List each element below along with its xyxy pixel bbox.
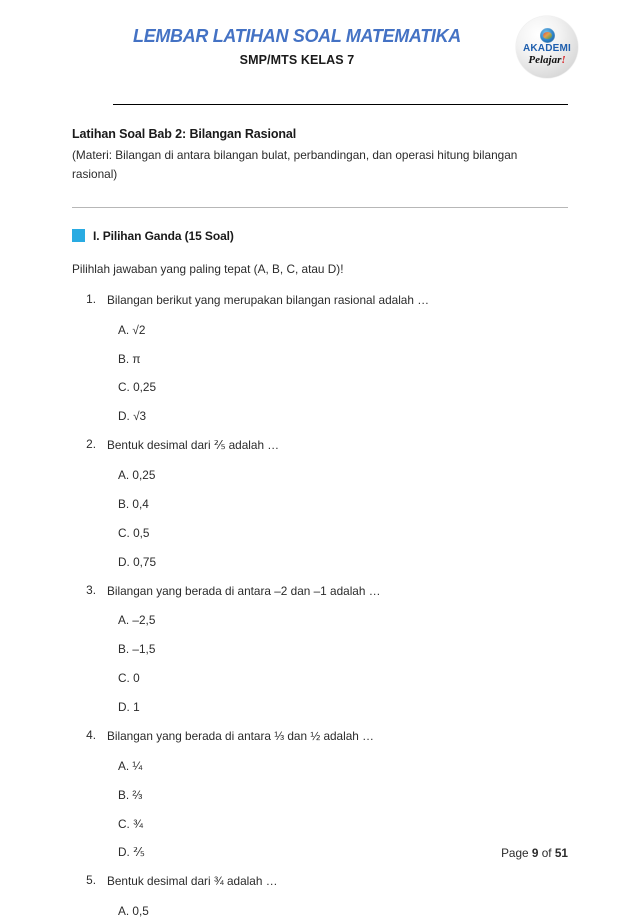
option-list: [72, 468, 568, 571]
part-instruction: Pilihlah jawaban yang paling tepat (A, B, C, atau D)!: [72, 261, 344, 276]
option-c[interactable]: C. 0: [118, 671, 140, 686]
question-number: 4.: [86, 728, 96, 743]
question-number: 3.: [86, 582, 96, 597]
globe-icon: [540, 28, 555, 43]
question-line: [72, 728, 568, 746]
footer-middle: of: [538, 846, 555, 860]
header-divider: [113, 104, 568, 105]
question-number: 2.: [86, 437, 96, 452]
question-text: Bilangan yang berada di antara –2 dan –1 adalah …: [107, 583, 381, 598]
option-a[interactable]: A. 0,25: [118, 467, 156, 482]
footer-prefix: Page: [501, 846, 532, 860]
question-line: [72, 292, 568, 310]
logo-akademi-text: AKADEMI: [522, 42, 572, 54]
question-text: Bentuk desimal dari ¾ adalah …: [107, 874, 278, 889]
option-d[interactable]: D. √3: [118, 409, 147, 424]
logo-pelajar-text: [528, 54, 565, 66]
option-d[interactable]: D. ⅖: [118, 845, 145, 860]
option-c[interactable]: C. 0,5: [118, 525, 150, 540]
part-heading: [72, 229, 568, 243]
option-a[interactable]: A. 0,5: [118, 904, 149, 919]
question-item: [72, 292, 568, 425]
question-line: [72, 583, 568, 601]
worksheet-heading: Latihan Soal Bab 2: Bilangan Rasional: [72, 127, 297, 141]
header-title-block: [72, 26, 568, 67]
question-number: 5.: [86, 873, 96, 888]
question-line: [72, 437, 568, 455]
question-text: Bilangan yang berada di antara ⅓ dan ½ adalah …: [107, 729, 374, 744]
document-title: LEMBAR LATIHAN SOAL MATEMATIKA: [133, 25, 461, 46]
page-header: [0, 0, 640, 92]
question-line: [72, 873, 568, 891]
footer-current-page: 9: [531, 846, 539, 860]
question-text: Bentuk desimal dari ⅖ adalah …: [107, 438, 280, 453]
option-list: [72, 904, 568, 920]
option-list: [72, 613, 568, 716]
akademi-pelajar-logo: [516, 16, 578, 78]
option-d[interactable]: D. 1: [118, 700, 140, 715]
option-b[interactable]: B. –1,5: [118, 642, 156, 657]
logo-exclamation: !: [561, 54, 566, 67]
option-c[interactable]: C. 0,25: [118, 380, 157, 395]
option-c[interactable]: C. ¾: [118, 816, 143, 831]
option-a[interactable]: A. –2,5: [118, 613, 156, 628]
question-number: 1.: [86, 291, 96, 306]
logo-pelajar-word: Pelajar: [528, 54, 562, 67]
question-list: [72, 292, 568, 920]
question-item: [72, 583, 568, 716]
option-a[interactable]: A. √2: [118, 322, 146, 337]
option-d[interactable]: D. 0,75: [118, 554, 157, 569]
question-item: [72, 728, 568, 861]
blue-square-marker-icon: [72, 229, 85, 242]
part-heading-label: I. Pilihan Ganda (15 Soal): [93, 228, 234, 243]
option-b[interactable]: B. 0,4: [118, 496, 149, 511]
option-a[interactable]: A. ¼: [118, 758, 143, 773]
document-subtitle: SMP/MTS KELAS 7: [239, 53, 355, 68]
option-b[interactable]: B. ⅔: [118, 787, 143, 802]
page-content: [0, 127, 640, 920]
footer-total-pages: 51: [554, 846, 568, 860]
option-b[interactable]: B. π: [118, 351, 141, 366]
option-list: [72, 323, 568, 426]
question-text: Bilangan berikut yang merupakan bilangan rasional adalah …: [107, 292, 430, 307]
worksheet-subheading: (Materi: Bilangan di antara bilangan bulat, perbandingan, dan operasi hitung bilangan rasional): [72, 148, 518, 182]
page-footer: [0, 846, 640, 860]
question-item: [72, 873, 568, 920]
section-divider: [72, 207, 568, 208]
question-item: [72, 437, 568, 570]
